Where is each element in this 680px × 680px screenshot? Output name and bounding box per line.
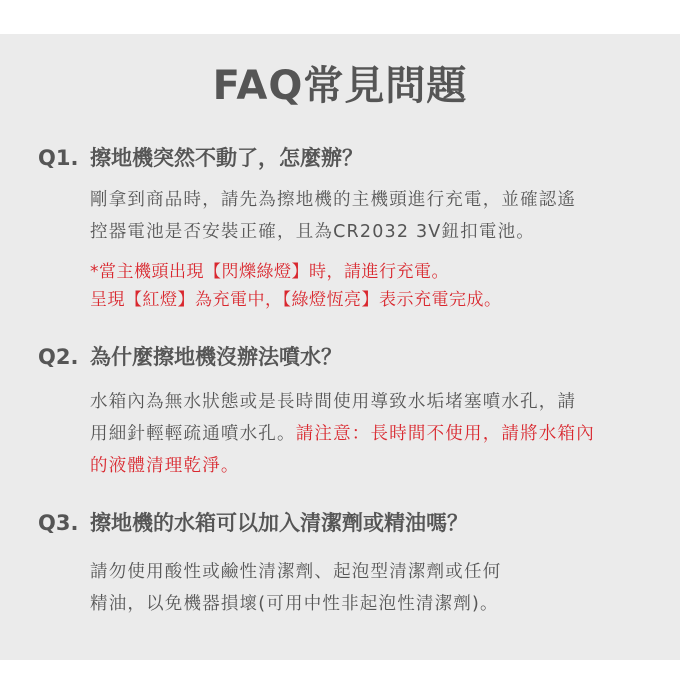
question-number: Q3. xyxy=(38,511,79,535)
question-text: 為什麼擦地機沒辦法噴水？ xyxy=(90,345,342,369)
warning-text: 請注意：長時間不使用，請將水箱內 xyxy=(295,424,595,444)
note-line: *當主機頭出現【閃爍綠燈】時，請進行充電。 xyxy=(90,262,449,282)
answer-line: 水箱內為無水狀態或是長時間使用導致水垢堵塞噴水孔，請 xyxy=(90,392,577,412)
question-number: Q2. xyxy=(38,345,79,369)
faq-question-3 xyxy=(38,508,468,538)
answer-line: 請勿使用酸性或鹼性清潔劑、起泡型清潔劑或任何 xyxy=(90,562,502,582)
faq-answer-3 xyxy=(90,556,650,620)
question-text: 擦地機的水箱可以加入清潔劑或精油嗎？ xyxy=(90,511,468,535)
faq-answer-1 xyxy=(90,184,650,248)
answer-line: 剛拿到商品時，請先為擦地機的主機頭進行充電，並確認遙 xyxy=(90,190,577,210)
note-line: 呈現【紅燈】為充電中，【綠燈恆亮】表示充電完成。 xyxy=(90,290,502,310)
answer-line xyxy=(90,418,650,450)
faq-note-1 xyxy=(90,258,650,314)
question-number: Q1. xyxy=(38,146,79,170)
answer-line: 精油，以免機器損壞(可用中性非起泡性清潔劑)。 xyxy=(90,594,499,614)
faq-question-2 xyxy=(38,342,342,372)
answer-line: 控器電池是否安裝正確，且為CR2032 3V鈕扣電池。 xyxy=(90,222,535,242)
question-text: 擦地機突然不動了，怎麼辦？ xyxy=(90,146,363,170)
faq-answer-2 xyxy=(90,386,650,482)
warning-line: 的液體清理乾淨。 xyxy=(90,456,240,476)
faq-question-1 xyxy=(38,143,363,173)
answer-text: 用細針輕輕疏通噴水孔。 xyxy=(90,424,296,444)
page-title: FAQ常見問題 xyxy=(212,63,468,109)
